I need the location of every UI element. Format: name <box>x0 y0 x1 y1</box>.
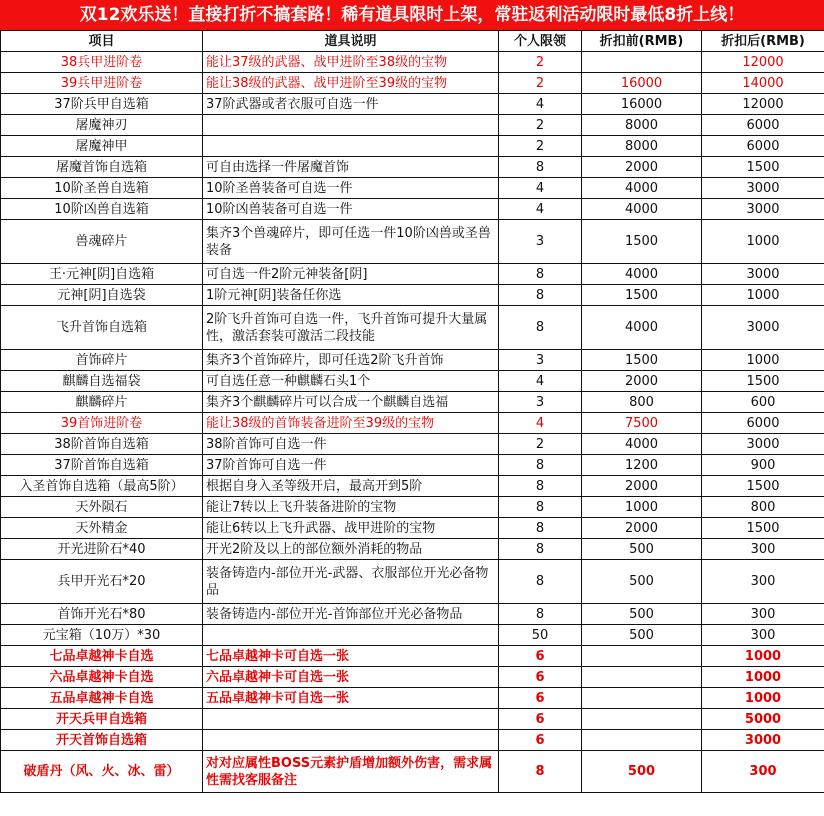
item-description-cell: 能让38级的武器、战甲进阶至39级的宝物 <box>203 73 499 94</box>
original-price-cell: 500 <box>582 625 702 646</box>
item-name-cell: 首饰碎片 <box>1 350 203 371</box>
item-name-cell: 兽魂碎片 <box>1 220 203 264</box>
discount-price-cell: 12000 <box>702 94 824 115</box>
personal-limit-cell: 8 <box>499 285 582 306</box>
item-name-cell: 屠魔首饰自选箱 <box>1 157 203 178</box>
personal-limit-cell: 8 <box>499 306 582 350</box>
original-price-cell: 4000 <box>582 434 702 455</box>
item-description-cell: 10阶凶兽装备可自选一件 <box>203 199 499 220</box>
personal-limit-cell: 8 <box>499 751 582 793</box>
original-price-cell: 16000 <box>582 94 702 115</box>
personal-limit-cell: 8 <box>499 560 582 604</box>
original-price-cell: 2000 <box>582 476 702 497</box>
item-description-cell: 38阶首饰可自选一件 <box>203 434 499 455</box>
discount-price-cell: 1500 <box>702 371 824 392</box>
personal-limit-cell: 50 <box>499 625 582 646</box>
item-description-cell: 装备铸造内-部位开光-首饰部位开光必备物品 <box>203 604 499 625</box>
personal-limit-cell: 4 <box>499 371 582 392</box>
personal-limit-cell: 8 <box>499 264 582 285</box>
discount-price-cell: 1500 <box>702 157 824 178</box>
table-row <box>1 306 824 350</box>
discount-price-cell: 5000 <box>702 709 824 730</box>
personal-limit-cell: 2 <box>499 73 582 94</box>
header-description: 道具说明 <box>203 31 499 52</box>
personal-limit-cell: 8 <box>499 497 582 518</box>
item-description-cell: 集齐3个首饰碎片，即可任选2阶飞升首饰 <box>203 350 499 371</box>
item-name-cell: 38兵甲进阶卷 <box>1 52 203 73</box>
table-row <box>1 455 824 476</box>
personal-limit-cell: 2 <box>499 434 582 455</box>
price-table <box>0 30 824 793</box>
discount-price-cell: 600 <box>702 392 824 413</box>
original-price-cell: 8000 <box>582 115 702 136</box>
table-row <box>1 264 824 285</box>
personal-limit-cell: 8 <box>499 157 582 178</box>
discount-price-cell: 14000 <box>702 73 824 94</box>
item-name-cell: 开天首饰自选箱 <box>1 730 203 751</box>
item-description-cell: 能让7转以上飞升装备进阶的宝物 <box>203 497 499 518</box>
discount-price-cell: 1000 <box>702 646 824 667</box>
table-row <box>1 497 824 518</box>
original-price-cell: 1200 <box>582 455 702 476</box>
item-name-cell: 入圣首饰自选箱（最高5阶） <box>1 476 203 497</box>
item-name-cell: 10阶凶兽自选箱 <box>1 199 203 220</box>
item-description-cell: 对对应属性BOSS元素护盾增加额外伤害，需求属性需找客服备注 <box>203 751 499 793</box>
item-name-cell: 元神[阴]自选袋 <box>1 285 203 306</box>
original-price-cell: 7500 <box>582 413 702 434</box>
original-price-cell: 8000 <box>582 136 702 157</box>
discount-price-cell: 300 <box>702 751 824 793</box>
discount-price-cell: 3000 <box>702 306 824 350</box>
personal-limit-cell: 6 <box>499 688 582 709</box>
item-description-cell: 37阶首饰可自选一件 <box>203 455 499 476</box>
discount-price-cell: 6000 <box>702 413 824 434</box>
table-row <box>1 136 824 157</box>
item-name-cell: 10阶圣兽自选箱 <box>1 178 203 199</box>
personal-limit-cell: 8 <box>499 476 582 497</box>
item-description-cell: 装备铸造内-部位开光-武器、衣服部位开光必备物品 <box>203 560 499 604</box>
personal-limit-cell: 3 <box>499 350 582 371</box>
discount-price-cell: 6000 <box>702 136 824 157</box>
item-name-cell: 首饰开光石*80 <box>1 604 203 625</box>
original-price-cell: 2000 <box>582 518 702 539</box>
original-price-cell: 1500 <box>582 285 702 306</box>
item-name-cell: 麒麟自选福袋 <box>1 371 203 392</box>
original-price-cell: 800 <box>582 392 702 413</box>
item-name-cell: 屠魔神甲 <box>1 136 203 157</box>
discount-price-cell: 900 <box>702 455 824 476</box>
personal-limit-cell: 8 <box>499 539 582 560</box>
discount-price-cell: 1000 <box>702 350 824 371</box>
original-price-cell: 4000 <box>582 199 702 220</box>
original-price-cell: 16000 <box>582 73 702 94</box>
discount-price-cell: 300 <box>702 604 824 625</box>
original-price-cell: 4000 <box>582 306 702 350</box>
item-description-cell: 根据自身入圣等级开启，最高开到5阶 <box>203 476 499 497</box>
original-price-cell <box>582 52 702 73</box>
item-description-cell: 七品卓越神卡可自选一张 <box>203 646 499 667</box>
table-row <box>1 94 824 115</box>
personal-limit-cell: 3 <box>499 220 582 264</box>
table-row <box>1 688 824 709</box>
personal-limit-cell: 4 <box>499 413 582 434</box>
item-description-cell <box>203 625 499 646</box>
personal-limit-cell: 6 <box>499 730 582 751</box>
table-row <box>1 115 824 136</box>
original-price-cell: 4000 <box>582 178 702 199</box>
original-price-cell <box>582 730 702 751</box>
personal-limit-cell: 8 <box>499 604 582 625</box>
discount-price-cell: 12000 <box>702 52 824 73</box>
item-description-cell <box>203 136 499 157</box>
item-description-cell: 37阶武器或者衣服可自选一件 <box>203 94 499 115</box>
discount-price-cell: 800 <box>702 497 824 518</box>
table-row <box>1 199 824 220</box>
personal-limit-cell: 6 <box>499 667 582 688</box>
item-description-cell <box>203 115 499 136</box>
personal-limit-cell: 6 <box>499 646 582 667</box>
table-row <box>1 371 824 392</box>
table-row <box>1 157 824 178</box>
item-description-cell: 能让37级的武器、战甲进阶至38级的宝物 <box>203 52 499 73</box>
item-name-cell: 37阶首饰自选箱 <box>1 455 203 476</box>
item-description-cell: 可自选任意一种麒麟石头1个 <box>203 371 499 392</box>
table-row <box>1 751 824 793</box>
item-name-cell: 六品卓越神卡自选 <box>1 667 203 688</box>
table-row <box>1 52 824 73</box>
header-personal-limit: 个人限领 <box>499 31 582 52</box>
discount-price-cell: 1500 <box>702 476 824 497</box>
table-row <box>1 625 824 646</box>
original-price-cell: 1500 <box>582 220 702 264</box>
discount-price-cell: 1000 <box>702 220 824 264</box>
personal-limit-cell: 8 <box>499 518 582 539</box>
promo-banner: 双12欢乐送！直接打折不搞套路！稀有道具限时上架，常驻返利活动限时最低8折上线！ <box>0 0 824 30</box>
item-description-cell: 2阶飞升首饰可自选一件，飞升首饰可提升大量属性，激活套装可激活二段技能 <box>203 306 499 350</box>
item-name-cell: 开光进阶石*40 <box>1 539 203 560</box>
personal-limit-cell: 6 <box>499 709 582 730</box>
header-item: 项目 <box>1 31 203 52</box>
item-description-cell: 能让38级的首饰装备进阶至39级的宝物 <box>203 413 499 434</box>
item-name-cell: 天外精金 <box>1 518 203 539</box>
item-description-cell: 开光2阶及以上的部位额外消耗的物品 <box>203 539 499 560</box>
header-original-price: 折扣前(RMB) <box>582 31 702 52</box>
header-discount-price: 折扣后(RMB) <box>702 31 824 52</box>
table-row <box>1 178 824 199</box>
table-row <box>1 413 824 434</box>
personal-limit-cell: 4 <box>499 199 582 220</box>
discount-price-cell: 3000 <box>702 434 824 455</box>
table-row <box>1 518 824 539</box>
discount-price-cell: 300 <box>702 625 824 646</box>
item-name-cell: 开天兵甲自选箱 <box>1 709 203 730</box>
original-price-cell <box>582 709 702 730</box>
item-name-cell: 五品卓越神卡自选 <box>1 688 203 709</box>
discount-price-cell: 1000 <box>702 688 824 709</box>
item-name-cell: 元宝箱（10万）*30 <box>1 625 203 646</box>
item-description-cell: 可自由选择一件屠魔首饰 <box>203 157 499 178</box>
item-name-cell: 38阶首饰自选箱 <box>1 434 203 455</box>
item-description-cell: 能让6转以上飞升武器、战甲进阶的宝物 <box>203 518 499 539</box>
table-row <box>1 476 824 497</box>
personal-limit-cell: 8 <box>499 455 582 476</box>
item-name-cell: 兵甲开光石*20 <box>1 560 203 604</box>
discount-price-cell: 3000 <box>702 199 824 220</box>
item-description-cell: 六品卓越神卡可自选一张 <box>203 667 499 688</box>
personal-limit-cell: 2 <box>499 115 582 136</box>
table-row <box>1 350 824 371</box>
personal-limit-cell: 4 <box>499 178 582 199</box>
original-price-cell: 2000 <box>582 157 702 178</box>
discount-price-cell: 3000 <box>702 730 824 751</box>
original-price-cell: 500 <box>582 604 702 625</box>
original-price-cell: 2000 <box>582 371 702 392</box>
item-name-cell: 七品卓越神卡自选 <box>1 646 203 667</box>
original-price-cell: 1500 <box>582 350 702 371</box>
table-header-row <box>1 31 824 52</box>
original-price-cell: 4000 <box>582 264 702 285</box>
discount-price-cell: 300 <box>702 560 824 604</box>
item-description-cell: 五品卓越神卡可自选一张 <box>203 688 499 709</box>
original-price-cell: 500 <box>582 560 702 604</box>
table-row <box>1 220 824 264</box>
item-name-cell: 飞升首饰自选箱 <box>1 306 203 350</box>
table-row <box>1 730 824 751</box>
table-row <box>1 709 824 730</box>
table-row <box>1 73 824 94</box>
discount-price-cell: 1000 <box>702 285 824 306</box>
discount-price-cell: 300 <box>702 539 824 560</box>
table-row <box>1 560 824 604</box>
item-name-cell: 屠魔神刃 <box>1 115 203 136</box>
item-description-cell: 集齐3个麒麟碎片可以合成一个麒麟自选福 <box>203 392 499 413</box>
original-price-cell <box>582 667 702 688</box>
item-description-cell <box>203 730 499 751</box>
table-row <box>1 539 824 560</box>
item-description-cell: 可自选一件2阶元神装备[阴] <box>203 264 499 285</box>
item-name-cell: 王·元神[阴]自选箱 <box>1 264 203 285</box>
discount-price-cell: 3000 <box>702 178 824 199</box>
item-name-cell: 破盾丹（风、火、冰、雷） <box>1 751 203 793</box>
personal-limit-cell: 2 <box>499 136 582 157</box>
personal-limit-cell: 3 <box>499 392 582 413</box>
table-row <box>1 285 824 306</box>
table-body <box>1 52 824 793</box>
original-price-cell <box>582 646 702 667</box>
personal-limit-cell: 4 <box>499 94 582 115</box>
original-price-cell <box>582 688 702 709</box>
item-name-cell: 39首饰进阶卷 <box>1 413 203 434</box>
original-price-cell: 500 <box>582 751 702 793</box>
table-row <box>1 667 824 688</box>
personal-limit-cell: 2 <box>499 52 582 73</box>
item-description-cell: 10阶圣兽装备可自选一件 <box>203 178 499 199</box>
item-name-cell: 39兵甲进阶卷 <box>1 73 203 94</box>
original-price-cell: 1000 <box>582 497 702 518</box>
table-row <box>1 434 824 455</box>
item-description-cell <box>203 709 499 730</box>
table-row <box>1 392 824 413</box>
table-row <box>1 604 824 625</box>
item-description-cell: 1阶元神[阴]装备任你选 <box>203 285 499 306</box>
item-name-cell: 天外陨石 <box>1 497 203 518</box>
table-row <box>1 646 824 667</box>
item-name-cell: 37阶兵甲自选箱 <box>1 94 203 115</box>
item-description-cell: 集齐3个兽魂碎片，即可任选一件10阶凶兽或圣兽装备 <box>203 220 499 264</box>
discount-price-cell: 3000 <box>702 264 824 285</box>
item-name-cell: 麒麟碎片 <box>1 392 203 413</box>
discount-price-cell: 6000 <box>702 115 824 136</box>
original-price-cell: 500 <box>582 539 702 560</box>
discount-price-cell: 1500 <box>702 518 824 539</box>
discount-price-cell: 1000 <box>702 667 824 688</box>
